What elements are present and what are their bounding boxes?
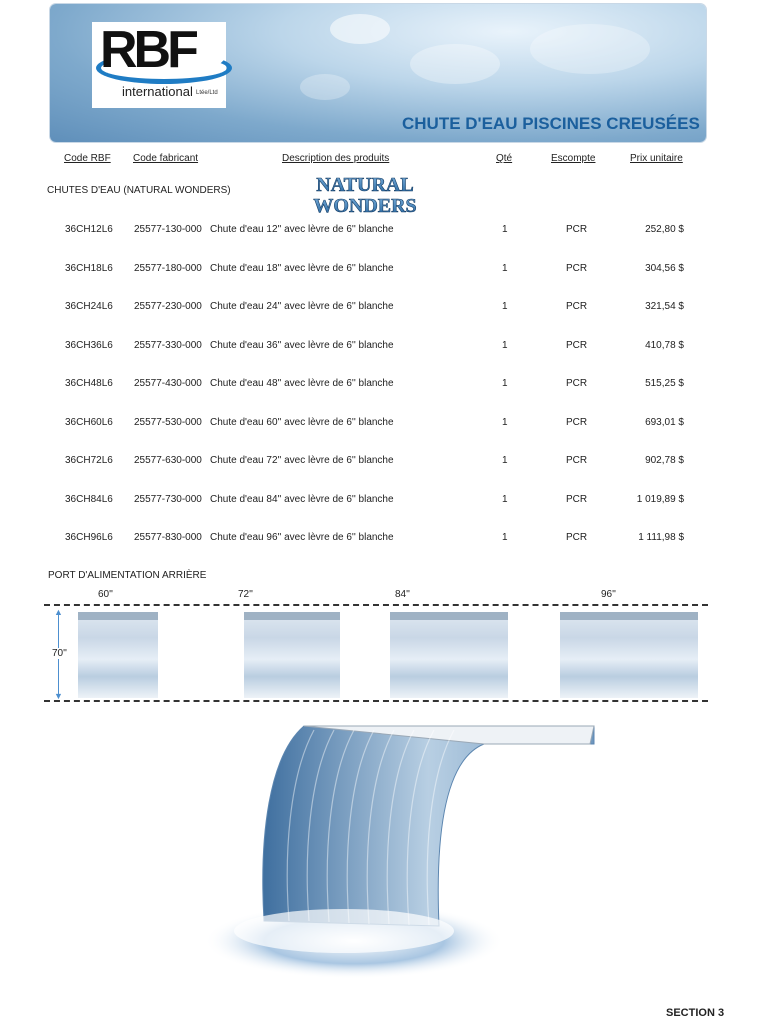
- header-code-rbf: Code RBF: [64, 153, 111, 164]
- width-label-60: 60'': [98, 589, 113, 600]
- waterfall-panel-96: [560, 612, 698, 698]
- cell-qte: 1: [502, 224, 508, 235]
- cell-code-fabricant: 25577-130-000: [134, 224, 202, 235]
- cell-prix: 304,56 $: [645, 263, 684, 274]
- cell-description: Chute d'eau 84'' avec lèvre de 6'' blanche: [210, 494, 394, 505]
- company-logo: [92, 22, 226, 108]
- cell-code-fabricant: 25577-180-000: [134, 263, 202, 274]
- cell-description: Chute d'eau 24'' avec lèvre de 6'' blanche: [210, 301, 394, 312]
- cell-code-fabricant: 25577-530-000: [134, 417, 202, 428]
- cell-escompte: PCR: [566, 417, 588, 428]
- cell-escompte: PCR: [566, 494, 588, 505]
- cell-prix: 515,25 $: [645, 378, 684, 389]
- cell-escompte: PCR: [566, 532, 588, 543]
- dashed-bottom-line: [44, 700, 708, 702]
- cell-escompte: PCR: [566, 301, 588, 312]
- dashed-top-line: [44, 604, 708, 606]
- cell-code-rbf: 36CH12L6: [65, 224, 113, 235]
- arrow-up-icon: ▲: [54, 607, 63, 617]
- cell-prix: 693,01 $: [645, 417, 684, 428]
- cell-qte: 1: [502, 417, 508, 428]
- arrow-down-icon: ▼: [54, 691, 63, 701]
- waterfall-panel-72: [244, 612, 340, 698]
- cell-qte: 1: [502, 340, 508, 351]
- cell-qte: 1: [502, 532, 508, 543]
- cell-code-fabricant: 25577-730-000: [134, 494, 202, 505]
- cell-prix: 252,80 $: [645, 224, 684, 235]
- cell-code-rbf: 36CH48L6: [65, 378, 113, 389]
- width-label-84: 84'': [395, 589, 410, 600]
- cell-code-fabricant: 25577-830-000: [134, 532, 202, 543]
- section-footer: SECTION 3: [666, 1007, 725, 1019]
- cell-qte: 1: [502, 455, 508, 466]
- cell-escompte: PCR: [566, 455, 588, 466]
- cell-prix: 902,78 $: [645, 455, 684, 466]
- cell-description: Chute d'eau 60'' avec lèvre de 6'' blanche: [210, 417, 394, 428]
- waterfall-illustration: [184, 716, 604, 984]
- cell-prix: 1 111,98 $: [638, 532, 684, 543]
- natural-wonders-logo: [300, 172, 430, 216]
- cell-code-rbf: 36CH36L6: [65, 340, 113, 351]
- brand-logo-line2: WONDERS: [313, 195, 417, 216]
- cell-prix: 410,78 $: [645, 340, 684, 351]
- cell-description: Chute d'eau 18'' avec lèvre de 6'' blanche: [210, 263, 394, 274]
- water-splash: [410, 44, 500, 84]
- header-code-fabricant: Code fabricant: [133, 153, 199, 164]
- cell-code-rbf: 36CH60L6: [65, 417, 113, 428]
- cell-escompte: PCR: [566, 224, 588, 235]
- cell-escompte: PCR: [566, 263, 588, 274]
- cell-qte: 1: [502, 301, 508, 312]
- cell-description: Chute d'eau 72'' avec lèvre de 6'' blanche: [210, 455, 394, 466]
- header-description: Description des produits: [282, 153, 390, 164]
- cell-description: Chute d'eau 48'' avec lèvre de 6'' blanche: [210, 378, 394, 389]
- cell-qte: 1: [502, 494, 508, 505]
- logo-text: RBF: [100, 21, 195, 79]
- width-label-72: 72'': [238, 589, 253, 600]
- section-label: CHUTES D'EAU (NATURAL WONDERS): [47, 185, 231, 196]
- header-escompte: Escompte: [551, 153, 596, 164]
- water-splash: [300, 74, 350, 100]
- cell-qte: 1: [502, 378, 508, 389]
- cell-code-rbf: 36CH18L6: [65, 263, 113, 274]
- port-label: PORT D'ALIMENTATION ARRIÈRE: [48, 570, 207, 581]
- height-label: 70'': [52, 648, 67, 659]
- page-title: CHUTE D'EAU PISCINES CREUSÉES: [402, 114, 700, 133]
- cell-description: Chute d'eau 96'' avec lèvre de 6'' blanche: [210, 532, 394, 543]
- cell-description: Chute d'eau 36'' avec lèvre de 6'' blanche: [210, 340, 394, 351]
- cell-code-fabricant: 25577-330-000: [134, 340, 202, 351]
- cell-qte: 1: [502, 263, 508, 274]
- cell-prix: 321,54 $: [645, 301, 684, 312]
- logo-subtext: international: [122, 84, 193, 99]
- width-label-96: 96'': [601, 589, 616, 600]
- water-splash: [530, 24, 650, 74]
- waterfall-panel-84: [390, 612, 508, 698]
- cell-escompte: PCR: [566, 378, 588, 389]
- header-prix: Prix unitaire: [630, 153, 683, 164]
- logo-small-text: Ltée/Ltd: [196, 90, 218, 96]
- cell-escompte: PCR: [566, 340, 588, 351]
- cell-code-fabricant: 25577-430-000: [134, 378, 202, 389]
- cell-code-rbf: 36CH84L6: [65, 494, 113, 505]
- cell-code-rbf: 36CH96L6: [65, 532, 113, 543]
- cell-code-fabricant: 25577-630-000: [134, 455, 202, 466]
- brand-logo-line1: NATURAL: [316, 174, 414, 196]
- water-splash: [330, 14, 390, 44]
- cell-code-rbf: 36CH72L6: [65, 455, 113, 466]
- cell-description: Chute d'eau 12'' avec lèvre de 6'' blanche: [210, 224, 394, 235]
- waterfall-panel-60: [78, 612, 158, 698]
- cell-code-fabricant: 25577-230-000: [134, 301, 202, 312]
- cell-prix: 1 019,89 $: [636, 494, 684, 505]
- header-qte: Qté: [496, 153, 513, 164]
- cell-code-rbf: 36CH24L6: [65, 301, 113, 312]
